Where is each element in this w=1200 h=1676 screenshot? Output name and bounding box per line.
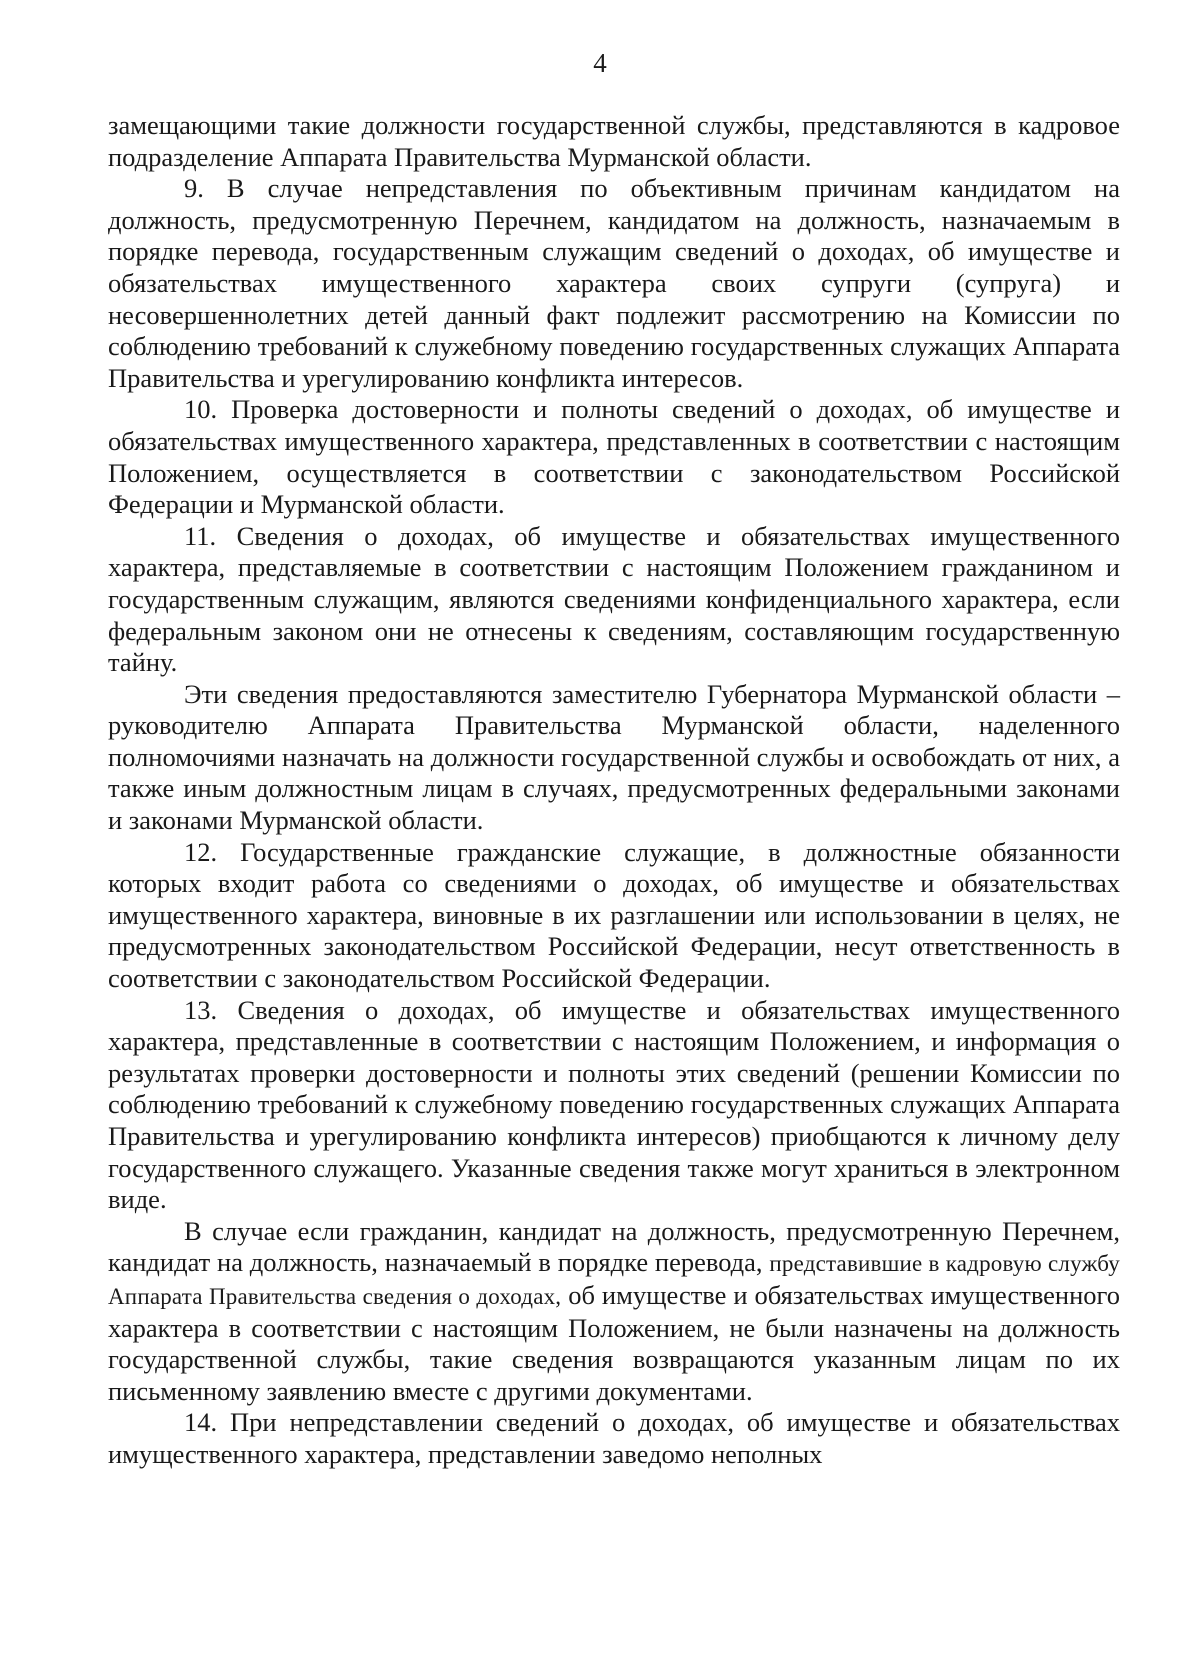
page-number: 4 [593,48,607,78]
paragraph-12: 12. Государственные гражданские служащие, в должностные обязанности которых входит работа со сведениями о доходах, об имуществе и обязательствах имущественного характера, виновные в их разглашении или использовании в целях, не предусмотренных законодательством Российской Федерации, несут ответственность в соответствии с законодательством Российской Федерации. [108,836,1120,994]
paragraph-13: 13. Сведения о доходах, об имуществе и обязательствах имущественного характера, представленные в соответствии с настоящим Положением, и информация о результатах проверки достоверности и полноты этих сведений (решении Комиссии по соблюдению требований к служебному поведению государственных служащих Аппарата Правительства и урегулированию конфликта интересов) приобщаются к личному делу государственного служащего. Указанные сведения также могут храниться в электронном виде. [108,994,1120,1215]
paragraph-11: 11. Сведения о доходах, об имуществе и обязательствах имущественного характера, представляемые в соответствии с настоящим Положением гражданином и государственным служащим, являются сведениями конфиденциального характера, если федеральным законом они не отнесены к сведениям, составляющим государственную тайну. [108,520,1120,678]
paragraph-13-continued-small-text: представившие в кадровую службу Аппарата Правительства сведения о доходах, [108,1251,1120,1309]
paragraph-13-continued-part2: об имуществе и обязательствах имущественного характера в соответствии с настоящим Положением, не были назначены на должность государственной службы, такие сведения возвращаются указанным лицам по их письменному заявлению вместе с другими документами. [108,1279,1121,1406]
paragraph-continuation: замещающими такие должности государственной службы, представляются в кадровое подразделение Аппарата Правительства Мурманской области. [108,110,1120,172]
document-body [108,110,1120,1471]
paragraph-13-continued [108,1216,1120,1408]
paragraph-14: 14. При непредставлении сведений о доходах, об имуществе и обязательствах имущественного характера, представлении заведомо неполных [108,1407,1120,1469]
paragraph-11-continued: Эти сведения предоставляются заместителю Губернатора Мурманской области – руководителю Аппарата Правительства Мурманской области, наделенного полномочиями назначать на должности государственной службы и освобождать от них, а также иным должностным лицам в случаях, предусмотренных федеральными законами и законами Мурманской области. [108,678,1120,836]
paragraph-13-continued-part1: В случае если гражданин, кандидат на должность, предусмотренную Перечнем, кандидат на должность, назначаемый в порядке перевода, [108,1215,1120,1278]
paragraph-9: 9. В случае непредставления по объективным причинам кандидатом на должность, предусмотренную Перечнем, кандидатом на должность, назначаемым в порядке перевода, государственным служащим сведений о доходах, об имуществе и обязательствах имущественного характера своих супруги (супруга) и несовершеннолетних детей данный факт подлежит рассмотрению на Комиссии по соблюдению требований к служебному поведению государственных служащих Аппарата Правительства и урегулированию конфликта интересов. [108,173,1120,393]
paragraph-10: 10. Проверка достоверности и полноты сведений о доходах, об имуществе и обязательствах имущественного характера, представленных в соответствии с настоящим Положением, осуществляется в соответствии с законодательством Российской Федерации и Мурманской области. [108,394,1120,520]
